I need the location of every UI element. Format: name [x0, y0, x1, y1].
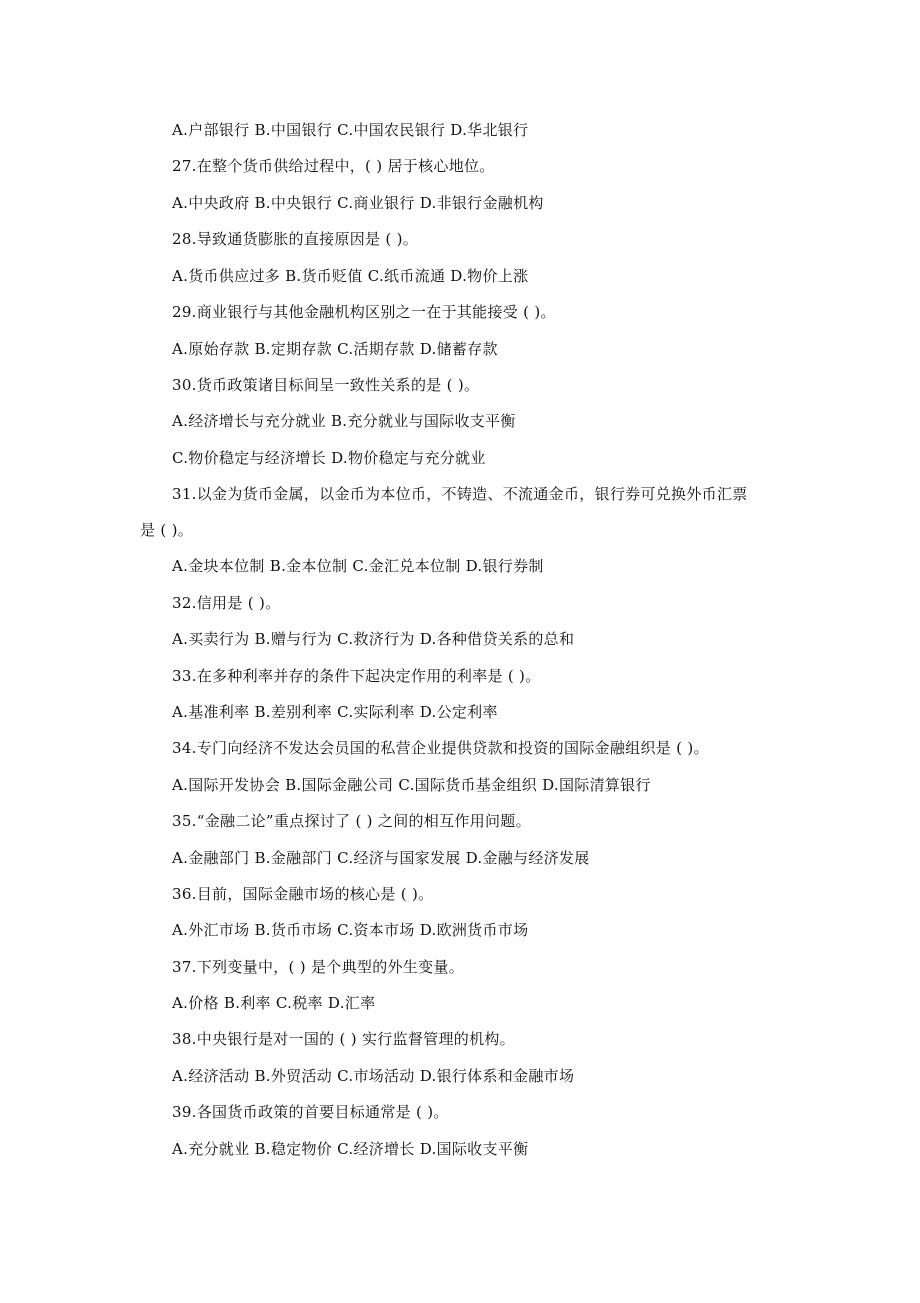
q31-question-line2: 是 ( )。 [140, 521, 194, 539]
q33-options: A.基准利率 B.差别利率 C.实际利率 D.公定利率 [172, 703, 498, 721]
q32-options: A.买卖行为 B.赠与行为 C.救济行为 D.各种借贷关系的总和 [172, 630, 575, 648]
q27-question: 27.在整个货币供给过程中，( ) 居于核心地位。 [172, 157, 495, 175]
q27-options: A.中央政府 B.中央银行 C.商业银行 D.非银行金融机构 [172, 194, 544, 212]
q36-question: 36.目前，国际金融市场的核心是 ( )。 [172, 885, 434, 903]
q35-question: 35.“金融二论”重点探讨了 ( ) 之间的相互作用问题。 [172, 812, 531, 830]
q34-options: A.国际开发协会 B.国际金融公司 C.国际货币基金组织 D.国际清算银行 [172, 776, 651, 794]
q30-question: 30.货币政策诸目标间呈一致性关系的是 ( )。 [172, 376, 480, 394]
q28-options: A.货币供应过多 B.货币贬值 C.纸币流通 D.物价上涨 [172, 267, 529, 285]
q38-question: 38.中央银行是对一国的 ( ) 实行监督管理的机构。 [172, 1030, 515, 1048]
q35-options: A.金融部门 B.金融部门 C.经济与国家发展 D.金融与经济发展 [172, 849, 590, 867]
q33-question: 33.在多种利率并存的条件下起决定作用的利率是 ( )。 [172, 667, 541, 685]
q29-options: A.原始存款 B.定期存款 C.活期存款 D.储蓄存款 [172, 340, 498, 358]
q32-question: 32.信用是 ( )。 [172, 594, 281, 612]
q39-options: A.充分就业 B.稳定物价 C.经济增长 D.国际收支平衡 [172, 1140, 529, 1158]
q39-question: 39.各国货币政策的首要目标通常是 ( )。 [172, 1103, 449, 1121]
q37-options: A.价格 B.利率 C.税率 D.汇率 [172, 994, 376, 1012]
q36-options: A.外汇市场 B.货币市场 C.资本市场 D.欧洲货币市场 [172, 921, 529, 939]
q34-question: 34.专门向经济不发达会员国的私营企业提供贷款和投资的国际金融组织是 ( )。 [172, 739, 709, 757]
q37-question: 37.下列变量中，( ) 是个典型的外生变量。 [172, 958, 464, 976]
q31-question-line1: 31.以金为货币金属，以金币为本位币，不铸造、不流通金币，银行券可兑换外币汇票 [172, 485, 748, 503]
q26-options: A.户部银行 B.中国银行 C.中国农民银行 D.华北银行 [172, 121, 529, 139]
q28-question: 28.导致通货膨胀的直接原因是 ( )。 [172, 230, 419, 248]
q31-options: A.金块本位制 B.金本位制 C.金汇兑本位制 D.银行券制 [172, 557, 544, 575]
q30-options-line1: A.经济增长与充分就业 B.充分就业与国际收支平衡 [172, 412, 516, 430]
q38-options: A.经济活动 B.外贸活动 C.市场活动 D.银行体系和金融市场 [172, 1067, 575, 1085]
q29-question: 29.商业银行与其他金融机构区别之一在于其能接受 ( )。 [172, 303, 556, 321]
q30-options-line2: C.物价稳定与经济增长 D.物价稳定与充分就业 [172, 449, 486, 467]
